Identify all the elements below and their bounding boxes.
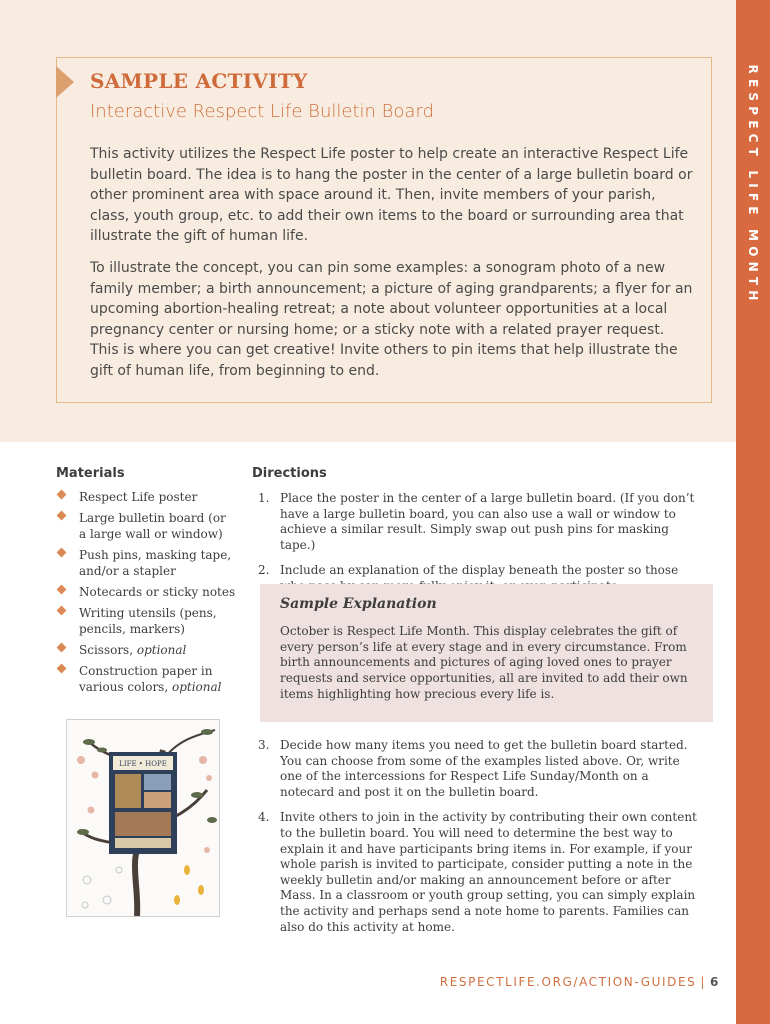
diamond-bullet-icon — [57, 511, 67, 521]
list-item: Notecards or sticky notes — [56, 584, 236, 600]
list-item: 1. Place the poster in the center of a large bulletin board. (If you don’t have a large bulletin board, you can also use a wall or window to achieve a similar result. Simply swap out push pins for masking tape.) — [258, 491, 695, 552]
diamond-bullet-icon — [57, 548, 67, 558]
sample-explanation-body: October is Respect Life Month. This display celebrates the gift of every person’s life at every stage and in every circumstance. From birth announcements and pictures of aging loved ones to prayer requests and service opportunities, all are invited to add their own items highlighting how precious every life is. — [280, 624, 688, 701]
list-item: Construction paper in various colors, optional — [56, 663, 236, 695]
page-number: 6 — [710, 975, 720, 989]
activity-paragraph-2: To illustrate the concept, you can pin some examples: a sonogram photo of a new family member; a birth announcement; a picture of aging grandparents; a flyer for an upcoming abortion-healing retreat; a note about volunteer opportunities at a local pregnancy center or nursing home; or a sticky note with a related prayer request. This is where you can get creative! Invite others to pin items that help illustrate the gift of human life, from beginning to end. — [90, 260, 693, 379]
side-label: RESPECT LIFE MONTH — [746, 64, 760, 306]
diamond-bullet-icon — [57, 585, 67, 595]
activity-subtitle: Interactive Respect Life Bulletin Board — [90, 101, 434, 122]
materials-list — [56, 489, 236, 700]
list-item: 3. Decide how many items you need to get the bulletin board started. You can choose from some of the examples listed above. Or, write one of the intercessions for Respect Life Sunday/Month on a notecard and post it on the bulletin board. — [258, 738, 688, 799]
sample-explanation-box — [260, 584, 713, 722]
sample-explanation-title: Sample Explanation — [280, 596, 437, 612]
list-item: 2. Include an explanation of the display beneath the poster so those — [258, 563, 679, 578]
diamond-bullet-icon — [57, 606, 67, 616]
diamond-bullet-icon — [57, 643, 67, 653]
activity-paragraph-1: This activity utilizes the Respect Life poster to help create an interactive Respect Life bulletin board. The idea is to hang the poster in the center of a large bulletin board or other prominent area with space around it. Then, invite members of your parish, class, youth group, etc. to add their own items to the board or surrounding area that illustrate the gift of human life. — [90, 146, 693, 244]
diamond-bullet-icon — [57, 664, 67, 674]
list-item: Push pins, masking tape, and/or a stapler — [56, 547, 236, 579]
diamond-bullet-icon — [57, 490, 67, 500]
list-item: Respect Life poster — [56, 489, 236, 505]
activity-title: SAMPLE ACTIVITY — [90, 69, 308, 93]
list-item: Scissors, optional — [56, 642, 236, 658]
footer-separator: | — [700, 975, 707, 989]
footer — [440, 975, 720, 989]
list-item: 4. Invite others to join in the activity by contributing their own content to the bulletin board. You will need to determine the best way to explain it and have participants bring items in. For example, if your whole parish is invited to participate, consider putting a note in the weekly bulletin and/or making an announcement before or after Mass. In a classroom or youth group setting, you can simply explain the activity and perhaps send a note home to parents. Families can also do this activity at home. — [258, 810, 697, 934]
svg-text:LIFE • HOPE: LIFE • HOPE — [119, 760, 167, 768]
list-item: Large bulletin board (or a large wall or window) — [56, 510, 236, 542]
poster-illustration — [67, 720, 219, 916]
poster-image — [66, 719, 220, 917]
list-item: Writing utensils (pens, pencils, markers) — [56, 605, 236, 637]
directions-heading: Directions — [252, 466, 327, 481]
materials-heading: Materials — [56, 466, 125, 481]
footer-url[interactable]: RESPECTLIFE.ORG/ACTION-GUIDES — [439, 975, 697, 989]
arrow-marker-icon — [56, 66, 74, 98]
directions-list-part-2 — [258, 738, 704, 945]
